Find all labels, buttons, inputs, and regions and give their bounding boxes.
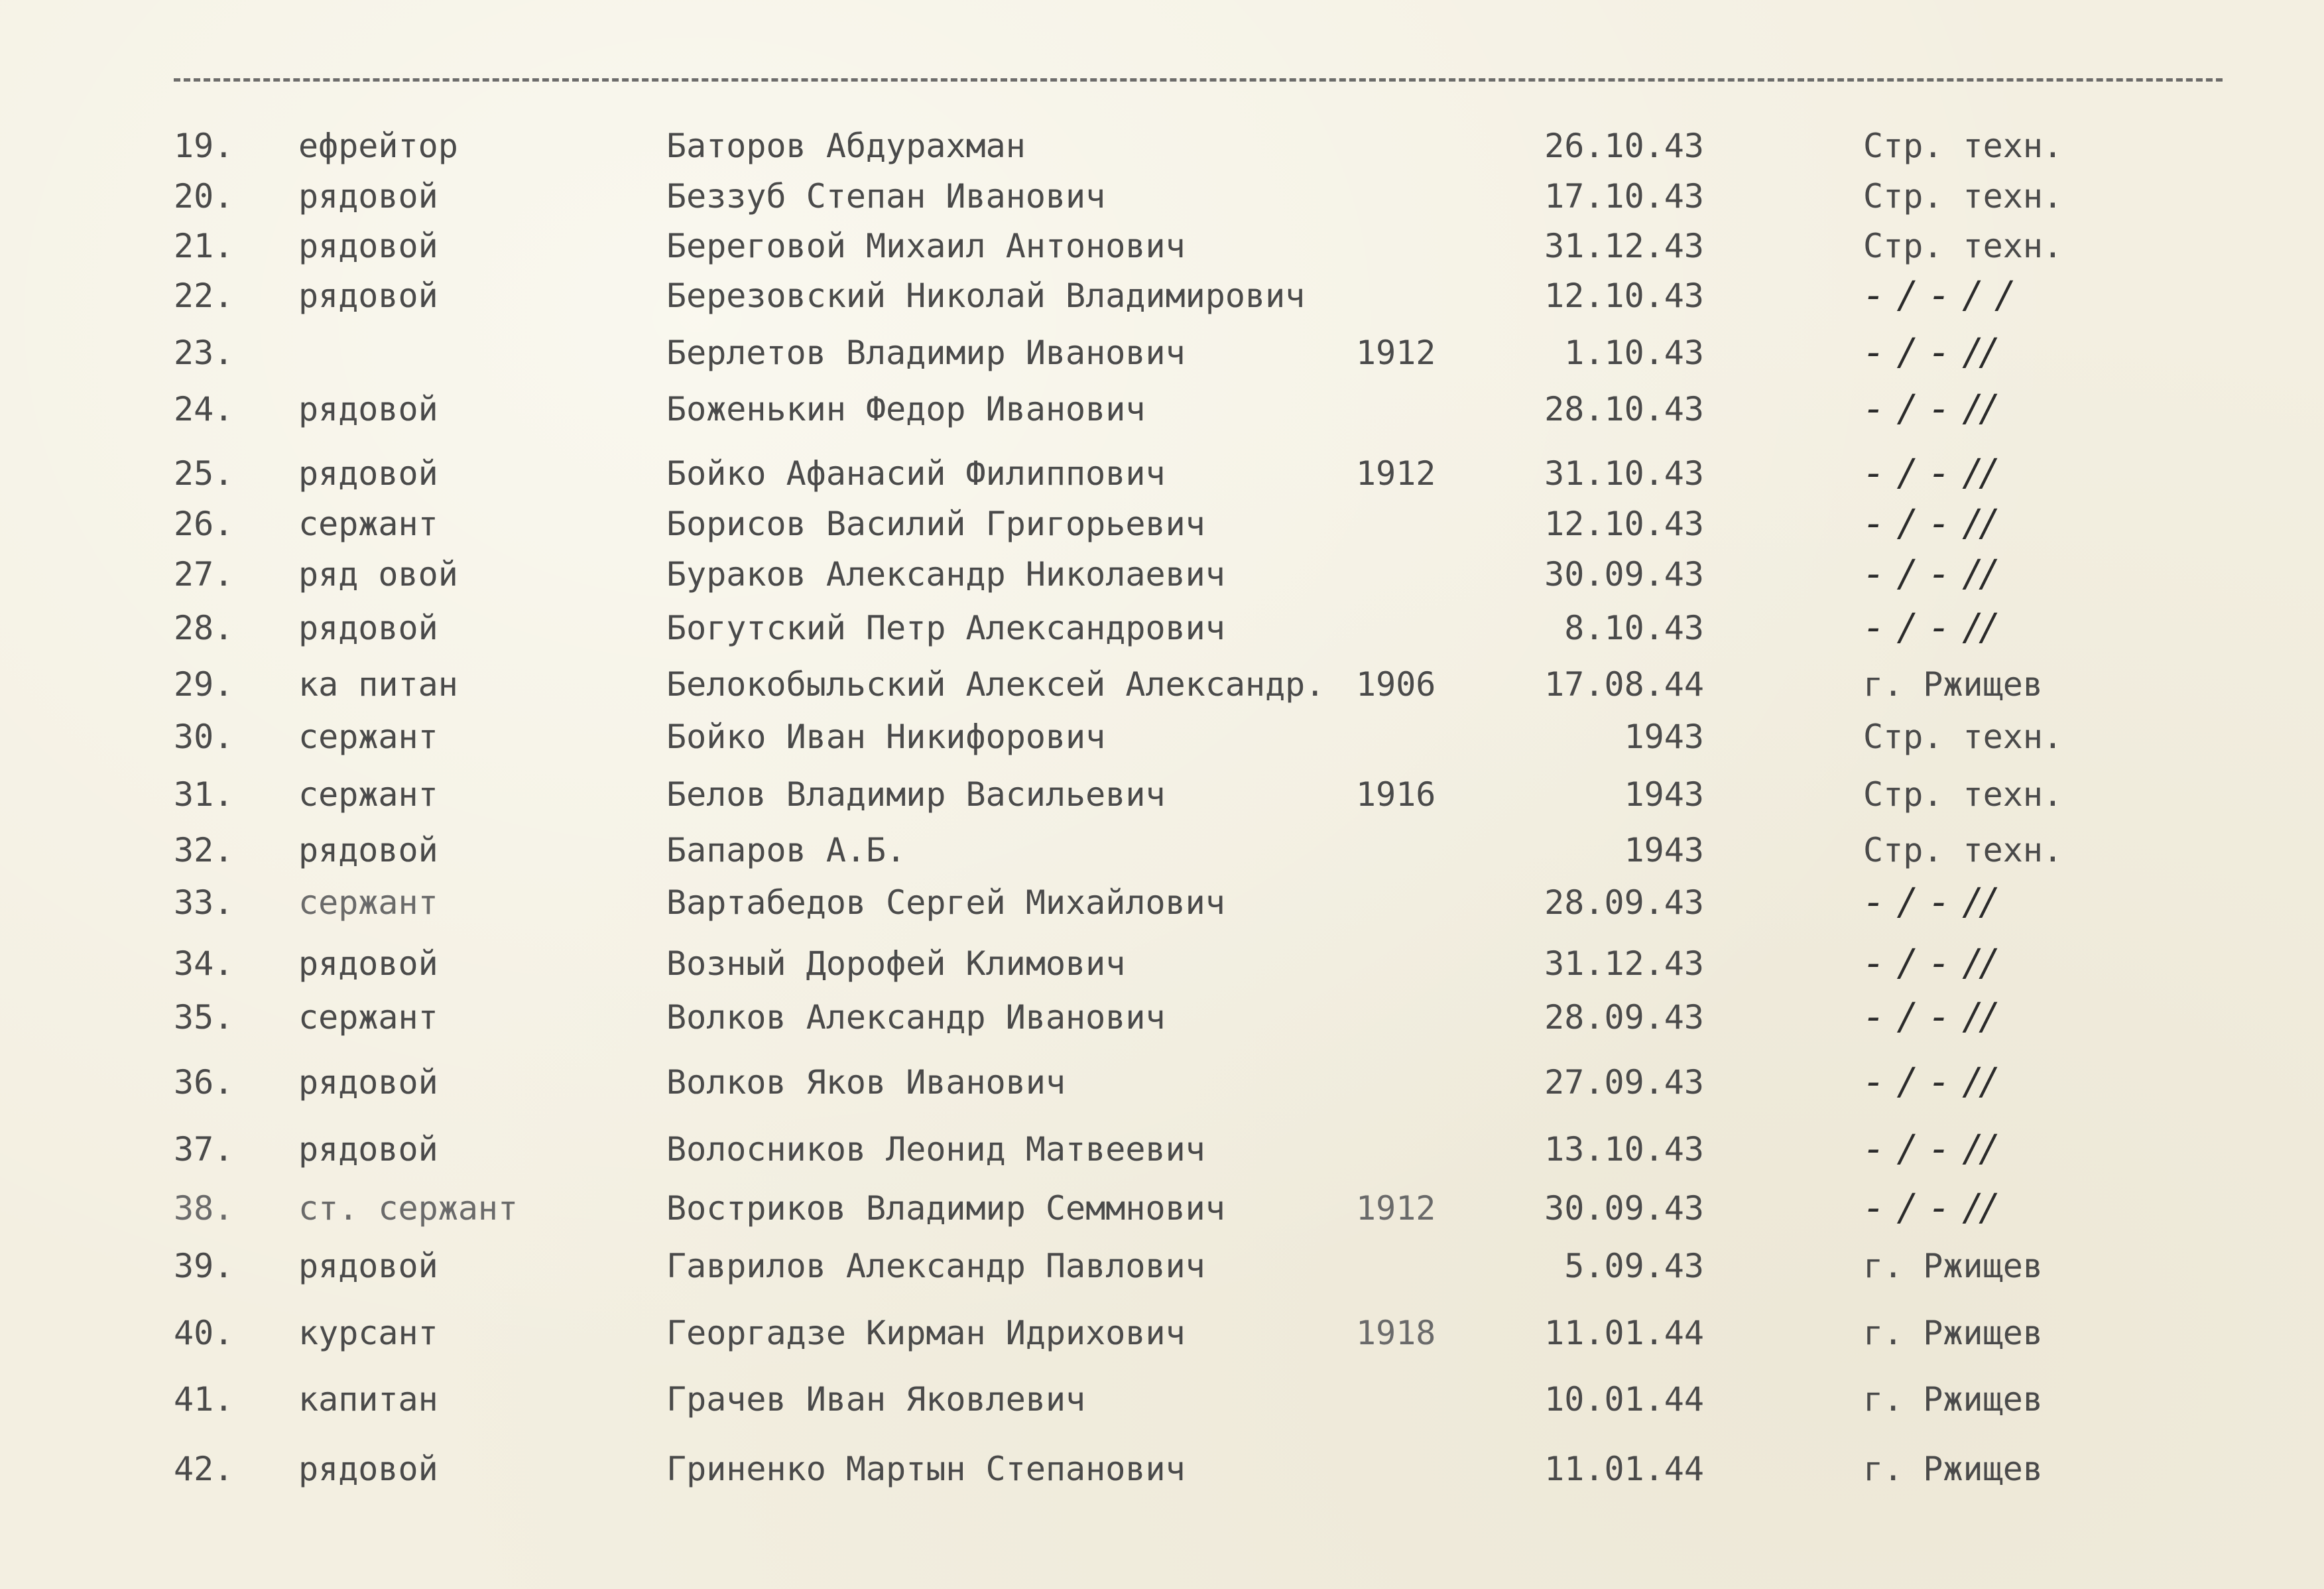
row-date: 28.10.43 bbox=[1544, 390, 1704, 428]
row-name: Волков Александр Иванович bbox=[666, 998, 1166, 1037]
row-rank: сержант bbox=[298, 718, 438, 756]
row-name: Грачев Иван Яковлевич bbox=[666, 1380, 1086, 1419]
row-place: Стр. техн. bbox=[1863, 177, 2063, 216]
list-row bbox=[0, 771, 2324, 818]
row-number: 41. bbox=[174, 1380, 234, 1419]
row-place: Стр. техн. bbox=[1863, 127, 2063, 165]
row-place: - / - // bbox=[1866, 331, 1998, 374]
row-place: - / - // bbox=[1866, 387, 1998, 430]
row-number: 20. bbox=[174, 177, 234, 216]
row-number: 40. bbox=[174, 1314, 234, 1352]
row-rank: рядовой bbox=[298, 1247, 438, 1285]
row-number: 33. bbox=[174, 883, 234, 922]
row-rank: рядовой bbox=[298, 1130, 438, 1169]
row-number: 24. bbox=[174, 390, 234, 428]
row-rank: ка питан bbox=[298, 665, 458, 704]
row-number: 26. bbox=[174, 505, 234, 543]
row-name: Богутский Петр Александрович bbox=[666, 609, 1225, 647]
row-date: 31.12.43 bbox=[1544, 227, 1704, 265]
row-name: Белов Владимир Васильевич bbox=[666, 775, 1166, 814]
row-name: Белокобыльский Алексей Александр. bbox=[666, 665, 1325, 704]
row-date: 17.08.44 bbox=[1544, 665, 1704, 704]
row-birth-year: 1916 bbox=[1356, 775, 1436, 814]
row-rank: рядовой bbox=[298, 390, 438, 428]
row-name: Борисов Василий Григорьевич bbox=[666, 505, 1205, 543]
row-place: - / - // bbox=[1866, 1186, 1998, 1230]
row-date: 12.10.43 bbox=[1544, 277, 1704, 315]
row-place: Стр. техн. bbox=[1863, 775, 2063, 814]
row-name: Гаврилов Александр Павлович bbox=[666, 1247, 1205, 1285]
row-number: 28. bbox=[174, 609, 234, 647]
list-row bbox=[0, 1126, 2324, 1173]
row-date: 31.10.43 bbox=[1544, 454, 1704, 493]
row-date: 30.09.43 bbox=[1544, 555, 1704, 594]
list-row bbox=[0, 1446, 2324, 1492]
row-place: - / - // bbox=[1866, 1060, 1998, 1104]
row-rank: рядовой bbox=[298, 277, 438, 315]
row-rank: ефрейтор bbox=[298, 127, 458, 165]
row-birth-year: 1906 bbox=[1356, 665, 1436, 704]
list-row bbox=[0, 827, 2324, 873]
row-number: 19. bbox=[174, 127, 234, 165]
row-rank: капитан bbox=[298, 1380, 438, 1419]
list-row bbox=[0, 1185, 2324, 1232]
row-date: 1.10.43 bbox=[1564, 334, 1704, 372]
row-name: Бойко Иван Никифорович bbox=[666, 718, 1106, 756]
row-place: г. Ржищев bbox=[1863, 1380, 2043, 1419]
row-place: - / - // bbox=[1866, 552, 1998, 596]
row-place: - / - // bbox=[1866, 452, 1998, 495]
list-row bbox=[0, 123, 2324, 169]
row-date: 17.10.43 bbox=[1544, 177, 1704, 216]
list-row bbox=[0, 661, 2324, 708]
row-number: 25. bbox=[174, 454, 234, 493]
row-birth-year: 1918 bbox=[1356, 1314, 1436, 1352]
row-rank: рядовой bbox=[298, 177, 438, 216]
row-rank: сержант bbox=[298, 998, 438, 1037]
row-place: - / - // bbox=[1866, 995, 1998, 1039]
row-rank: рядовой bbox=[298, 944, 438, 983]
row-number: 35. bbox=[174, 998, 234, 1037]
row-name: Гриненко Мартын Степанович bbox=[666, 1450, 1186, 1488]
row-number: 36. bbox=[174, 1063, 234, 1102]
list-row bbox=[0, 714, 2324, 760]
row-place: г. Ржищев bbox=[1863, 1247, 2043, 1285]
row-place: - / - // bbox=[1866, 502, 1998, 545]
row-place: г. Ржищев bbox=[1863, 665, 2043, 704]
list-row bbox=[0, 330, 2324, 376]
row-rank: курсант bbox=[298, 1314, 438, 1352]
row-date: 28.09.43 bbox=[1544, 883, 1704, 922]
row-date: 10.01.44 bbox=[1544, 1380, 1704, 1419]
row-number: 34. bbox=[174, 944, 234, 983]
row-name: Георгадзе Кирман Идрихович bbox=[666, 1314, 1186, 1352]
row-place: - / - / / bbox=[1866, 274, 2014, 317]
row-rank: рядовой bbox=[298, 1063, 438, 1102]
row-rank: рядовой bbox=[298, 454, 438, 493]
list-row bbox=[0, 994, 2324, 1041]
row-date: 27.09.43 bbox=[1544, 1063, 1704, 1102]
list-row bbox=[0, 1376, 2324, 1423]
row-number: 42. bbox=[174, 1450, 234, 1488]
row-date: 11.01.44 bbox=[1544, 1314, 1704, 1352]
row-birth-year: 1912 bbox=[1356, 1189, 1436, 1228]
row-rank: ст. сержант bbox=[298, 1189, 519, 1228]
row-place: - / - // bbox=[1866, 881, 1998, 924]
row-name: Беззуб Степан Иванович bbox=[666, 177, 1106, 216]
row-place: г. Ржищев bbox=[1863, 1314, 2043, 1352]
row-number: 27. bbox=[174, 555, 234, 594]
row-place: - / - // bbox=[1866, 942, 1998, 985]
row-name: Бураков Александр Николаевич bbox=[666, 555, 1225, 594]
row-date: 30.09.43 bbox=[1544, 1189, 1704, 1228]
row-rank: рядовой bbox=[298, 609, 438, 647]
row-rank: рядовой bbox=[298, 831, 438, 869]
row-place: - / - // bbox=[1866, 606, 1998, 649]
list-row bbox=[0, 940, 2324, 987]
row-date: 13.10.43 bbox=[1544, 1130, 1704, 1169]
list-row bbox=[0, 173, 2324, 220]
row-number: 22. bbox=[174, 277, 234, 315]
row-number: 21. bbox=[174, 227, 234, 265]
list-row bbox=[0, 223, 2324, 269]
list-row bbox=[0, 605, 2324, 651]
list-row bbox=[0, 386, 2324, 432]
row-birth-year: 1912 bbox=[1356, 454, 1436, 493]
row-name: Боженькин Федор Иванович bbox=[666, 390, 1146, 428]
list-row bbox=[0, 1059, 2324, 1106]
row-date: 5.09.43 bbox=[1564, 1247, 1704, 1285]
row-number: 38. bbox=[174, 1189, 234, 1228]
row-number: 37. bbox=[174, 1130, 234, 1169]
row-place: Стр. техн. bbox=[1863, 831, 2063, 869]
row-rank: сержант bbox=[298, 505, 438, 543]
row-date: 1943 bbox=[1624, 831, 1704, 869]
row-number: 23. bbox=[174, 334, 234, 372]
row-rank: рядовой bbox=[298, 227, 438, 265]
row-rank: ряд овой bbox=[298, 555, 458, 594]
row-date: 26.10.43 bbox=[1544, 127, 1704, 165]
list-row bbox=[0, 501, 2324, 547]
row-date: 1943 bbox=[1624, 775, 1704, 814]
row-name: Волков Яков Иванович bbox=[666, 1063, 1066, 1102]
row-name: Берлетов Владимир Иванович bbox=[666, 334, 1186, 372]
row-name: Бапаров А.Б. bbox=[666, 831, 906, 869]
row-birth-year: 1912 bbox=[1356, 334, 1436, 372]
row-place: Стр. техн. bbox=[1863, 718, 2063, 756]
row-date: 31.12.43 bbox=[1544, 944, 1704, 983]
list-row bbox=[0, 1310, 2324, 1356]
list-row bbox=[0, 450, 2324, 497]
row-name: Вартабедов Сергей Михайлович bbox=[666, 883, 1225, 922]
row-date: 8.10.43 bbox=[1564, 609, 1704, 647]
list-row bbox=[0, 879, 2324, 926]
top-dashed-rule bbox=[174, 78, 2223, 82]
row-number: 29. bbox=[174, 665, 234, 704]
row-name: Востриков Владимир Семмнович bbox=[666, 1189, 1225, 1228]
row-rank: рядовой bbox=[298, 1450, 438, 1488]
row-name: Возный Дорофей Климович bbox=[666, 944, 1126, 983]
row-rank: сержант bbox=[298, 883, 438, 922]
row-rank: сержант bbox=[298, 775, 438, 814]
row-date: 11.01.44 bbox=[1544, 1450, 1704, 1488]
row-date: 12.10.43 bbox=[1544, 505, 1704, 543]
row-place: г. Ржищев bbox=[1863, 1450, 2043, 1488]
row-date: 28.09.43 bbox=[1544, 998, 1704, 1037]
row-name: Баторов Абдурахман bbox=[666, 127, 1026, 165]
row-place: - / - // bbox=[1866, 1127, 1998, 1171]
row-number: 30. bbox=[174, 718, 234, 756]
row-number: 32. bbox=[174, 831, 234, 869]
row-date: 1943 bbox=[1624, 718, 1704, 756]
list-row bbox=[0, 551, 2324, 598]
row-name: Волосников Леонид Матвеевич bbox=[666, 1130, 1205, 1169]
row-place: Стр. техн. bbox=[1863, 227, 2063, 265]
row-name: Береговой Михаил Антонович bbox=[666, 227, 1186, 265]
row-number: 39. bbox=[174, 1247, 234, 1285]
list-row bbox=[0, 1243, 2324, 1289]
list-row bbox=[0, 273, 2324, 319]
row-number: 31. bbox=[174, 775, 234, 814]
row-name: Бойко Афанасий Филиппович bbox=[666, 454, 1166, 493]
row-name: Березовский Николай Владимирович bbox=[666, 277, 1306, 315]
